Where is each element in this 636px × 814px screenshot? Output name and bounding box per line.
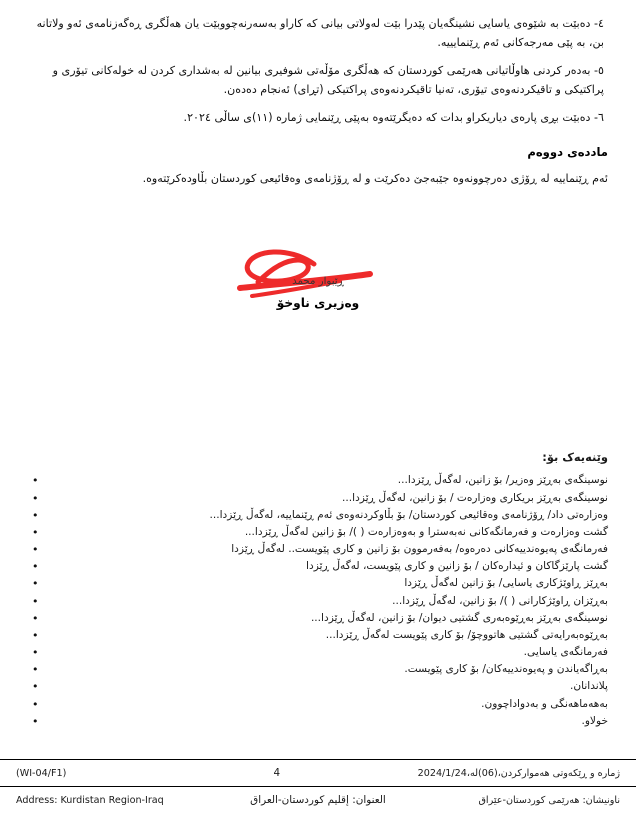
footer-address-ar: العنوان: إقليم كوردستان-العراق — [250, 794, 386, 806]
section-block — [28, 145, 608, 188]
list-item: نوسینگەی بەڕێز وەزیر/ بۆ زانین، لەگەڵ ڕێزدا... • — [28, 472, 608, 489]
signatory-name: ڕێبوار محمد — [292, 276, 344, 288]
list-item: فەرمانگەی پەیوەندییەکانی دەرەوە/ بەفەرموون بۆ زانین و کاری پێویست.. لەگەڵ ڕێزدا • — [28, 541, 608, 558]
list-item: پلاندانان. • — [28, 678, 608, 695]
footer-address-en: Address: Kurdistan Region-Iraq — [16, 794, 164, 806]
list-item: نوسینگەی بەڕێز بەڕێوەبەری گشتیی دیوان/ بۆ زانین، لەگەڵ ڕێزدا... • — [28, 610, 608, 627]
footer-top-row — [0, 760, 636, 787]
list-item: بەڕێزان ڕاوێژکارانی ( )/ بۆ زانین، لەگەڵ ڕێزدا... • — [28, 593, 608, 610]
list-item: بەهەماهەنگی و بەدواداچوون. • — [28, 696, 608, 713]
body-paragraph: ٤- دەبێت بە شێوەی یاسایی نشینگەیان پێدرا بێت لەولاتی بیانی کە کاراو بەسەرنەچووبێت یان هەڵگری ڕەگەزنامەی ئەو ولاتانە بن، بە پێی مەرجەکانی ئەم ڕێنمایییە. — [36, 17, 604, 50]
body-paragraph: ٥- بەدەر کردنی هاوڵاتیانی هەرێمی کوردستان کە هەڵگری مۆڵەتی شوفیری بیانین لە بەشداری کردن لە خولەکانی تیۆری و پراکتیکی و تاقیکردنەوەی تیۆری، تەنیا تاقیکردنەوەی پراکتیکی (تڕای) ئەنجام دەدەن. — [52, 64, 604, 97]
list-item: بەڕێوەبەرایەتی گشتیی هاتووچۆ/ بۆ کاری پێویست لەگەڵ ڕێزدا... • — [28, 627, 608, 644]
page-footer — [0, 759, 636, 814]
list-item: نوسینگەی بەڕێز بریکاری وەزارەت / بۆ زانین، لەگەڵ ڕێزدا... • — [28, 490, 608, 507]
cc-title: وێنەیەک بۆ: — [542, 450, 608, 465]
list-item: گشت وەزارەت و فەرمانگەکانی نەبەسترا و بەوەزارەت ( )/ بۆ زانین لەگەڵ ڕێزدا... • — [28, 524, 608, 541]
list-item: خولاو. • — [28, 713, 608, 730]
footer-address-ku: ناونیشان: هەرێمی کوردستان-عێراق — [478, 794, 620, 806]
cc-list — [28, 472, 608, 729]
section-paragraph: ئەم ڕێنماییە لە ڕۆژی دەرچوونەوە جێبەجێ دەکرێت و لە ڕۆژنامەی وەقائیعی کوردستان بڵاودەکرێتەوە. — [142, 172, 608, 186]
list-item: وەزارەتی داد/ ڕۆژنامەی وەقائیعی کوردستان/ بۆ بڵاوکردنەوەی ئەم ڕێنماییە، لەگەڵ ڕێزدا... • — [28, 507, 608, 524]
section-heading: ماددەی دووەم — [527, 145, 608, 160]
footer-bottom-row — [0, 787, 636, 813]
signatory-title: وەزیری ناوخۆ — [276, 296, 360, 311]
body-paragraph: ٦- دەبێت بڕی پارەی دیاریکراو بدات کە دەیگرێتەوە بەپێی ڕێنمایی ژمارە (١١)ی ساڵی ٢٠٢٤. — [183, 111, 604, 125]
body-text-block — [28, 14, 608, 127]
footer-doc-code: (WI-04/F1) — [16, 767, 67, 779]
list-item: فەرمانگەی یاسایی. • — [28, 644, 608, 661]
signature-block — [28, 234, 608, 354]
footer-revision-info: ژمارە و ڕێکەوتی هەموارکردن،(06)لە،2024/1/24 — [417, 767, 620, 779]
footer-page-number: 4 — [273, 767, 281, 779]
cc-section — [28, 450, 608, 729]
list-item: گشت پارێزگاکان و ئیدارەکان / بۆ زانین و کاری پێویست، لەگەڵ ڕێزدا • — [28, 558, 608, 575]
list-item: بەڕێز ڕاوێژکاری یاسایی/ بۆ زانین لەگەڵ ڕێزدا • — [28, 575, 608, 592]
list-item: بەڕاگەیاندن و پەیوەندییەکان/ بۆ کاری پێویست. • — [28, 661, 608, 678]
